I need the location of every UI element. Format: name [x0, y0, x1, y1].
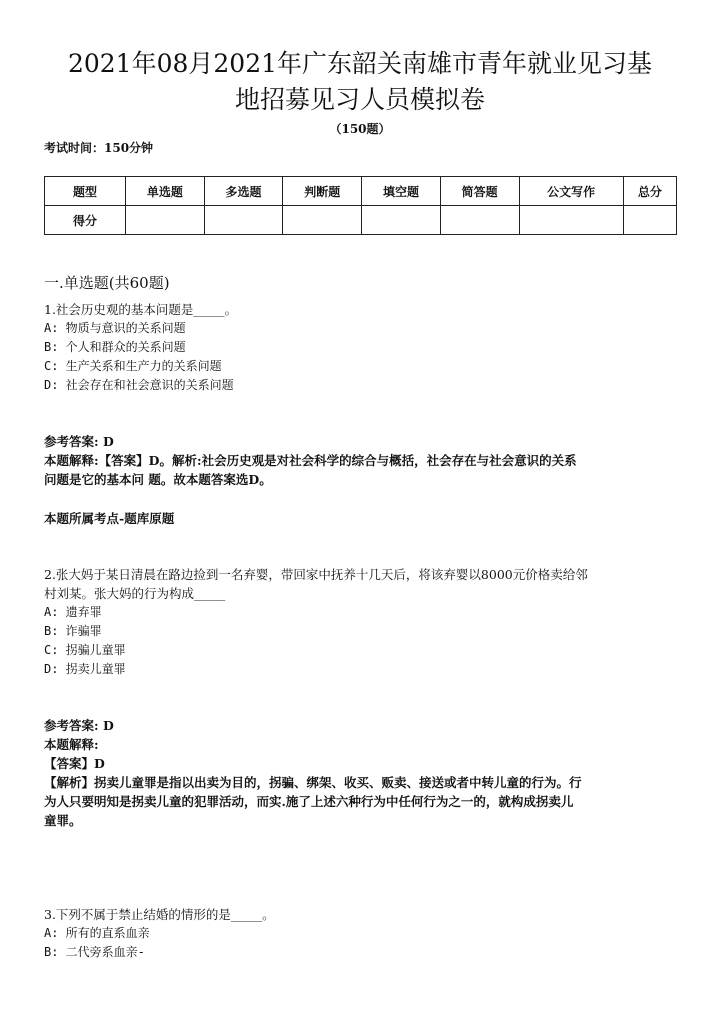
option: C: 生产关系和生产力的关系问题	[44, 359, 222, 373]
score-cell	[362, 206, 441, 235]
answer: 参考答案: D	[44, 718, 114, 733]
option: C: 拐骗儿童罪	[44, 643, 126, 657]
score-table	[44, 176, 677, 235]
col-header: 单选题	[126, 177, 205, 206]
question-stem: 村刘某。张大妈的行为构成_____	[44, 586, 226, 601]
score-cell	[204, 206, 283, 235]
explanation-line: 【答案】D	[44, 756, 105, 771]
question-stem: 1.社会历史观的基本问题是_____。	[44, 302, 238, 317]
score-table-row	[45, 206, 677, 235]
question-stem: 3.下列不属于禁止结婚的情形的是_____。	[44, 907, 275, 922]
score-table-header-row	[45, 177, 677, 206]
score-cell	[126, 206, 205, 235]
title-line-2: 地招募见习人员模拟卷	[234, 85, 485, 114]
explanation-line: 童罪。	[44, 813, 82, 828]
question-stem: 2.张大妈于某日清晨在路边捡到一名弃婴，带回家中抚养十几天后，将该弃婴以8000元价格卖给邻	[44, 567, 588, 582]
explanation-line: 【解析】拐卖儿童罪是指以出卖为目的，拐骗、绑架、收买、贩卖、接送或者中转儿童的行为。行	[44, 775, 582, 790]
title-line-1: 2021年08月2021年广东韶关南雄市青年就业见习基	[67, 49, 653, 78]
knowledge-point: 本题所属考点-题库原题	[44, 511, 175, 526]
option: A: 所有的直系血亲	[44, 926, 150, 940]
exam-time: 考试时间：150分钟	[44, 141, 154, 155]
score-cell	[440, 206, 519, 235]
score-cell	[623, 206, 676, 235]
col-header: 题型	[45, 177, 126, 206]
col-header: 公文写作	[519, 177, 623, 206]
col-header: 填空题	[362, 177, 441, 206]
question-count: （150题）	[329, 122, 391, 136]
option: B: 二代旁系血亲-	[44, 945, 145, 959]
option: A: 遗弃罪	[44, 605, 102, 619]
option: B: 诈骗罪	[44, 624, 102, 638]
section-heading: 一.单选题(共60题)	[44, 274, 170, 292]
explanation-line: 问题是它的基本问 题。故本题答案选D。	[44, 472, 272, 487]
explanation-label: 本题解释:	[44, 737, 99, 752]
col-header: 多选题	[204, 177, 283, 206]
score-cell	[283, 206, 362, 235]
option: A: 物质与意识的关系问题	[44, 321, 186, 335]
col-header: 简答题	[440, 177, 519, 206]
col-header: 判断题	[283, 177, 362, 206]
answer: 参考答案: D	[44, 434, 114, 449]
score-cell	[519, 206, 623, 235]
option: D: 社会存在和社会意识的关系问题	[44, 378, 234, 392]
option: D: 拐卖儿童罪	[44, 662, 126, 676]
explanation-line: 本题解释:【答案】D。解析:社会历史观是对社会科学的综合与概括，社会存在与社会意识的关系	[44, 453, 577, 468]
col-header: 总分	[623, 177, 676, 206]
explanation-line: 为人只要明知是拐卖儿童的犯罪活动，而实.施了上述六种行为中任何行为之一的，就构成拐卖儿	[44, 794, 574, 809]
option: B: 个人和群众的关系问题	[44, 340, 186, 354]
row-label: 得分	[45, 206, 126, 235]
page-title	[0, 46, 720, 118]
